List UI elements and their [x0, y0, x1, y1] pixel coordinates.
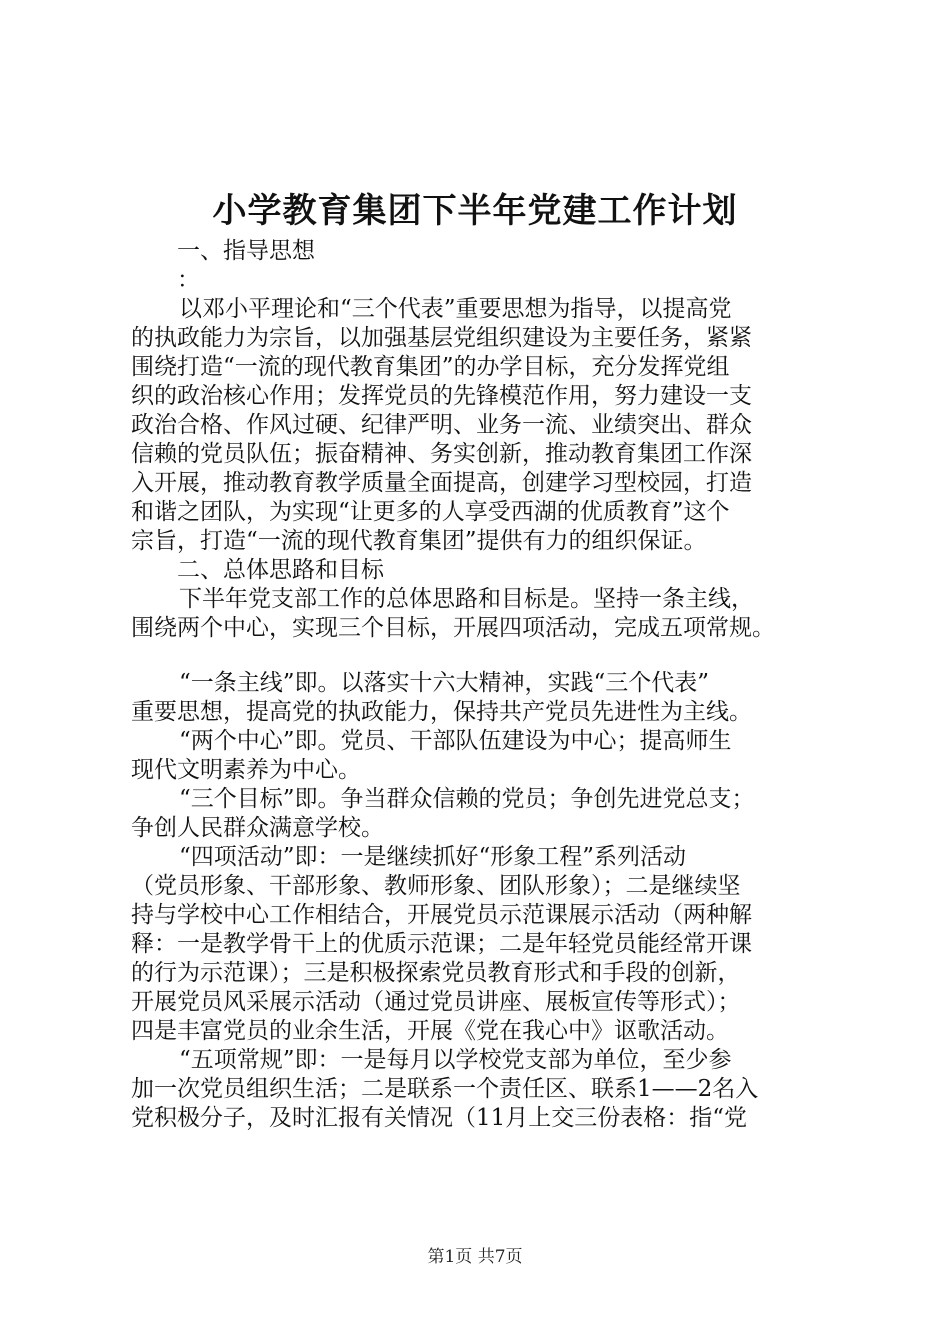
text-line: 围绕打造“一流的现代教育集团”的办学目标，充分发挥党组	[131, 354, 730, 380]
text-line: 的行为示范课）；三是积极探索党员教育形式和手段的创新，	[131, 960, 741, 986]
text-line: 开展党员风采展示活动（通过党员讲座、展板宣传等形式）；	[131, 989, 741, 1015]
document-title: 小学教育集团下半年党建工作计划	[212, 191, 738, 231]
text-line: 加一次党员组织生活；二是联系一个责任区、联系1——2名入	[131, 1076, 759, 1102]
page-number: 第1页 共7页	[427, 1247, 523, 1267]
section-heading-guiding-ideology: 一、指导思想	[177, 238, 315, 264]
text-line: “三个目标”即。争当群众信赖的党员；争创先进党总支；	[179, 786, 755, 812]
text-line: “四项活动”即：一是继续抓好“形象工程”系列活动	[179, 844, 687, 870]
text-line: 四是丰富党员的业余生活，开展《党在我心中》讴歌活动。	[131, 1018, 729, 1044]
text-line: 下半年党支部工作的总体思路和目标是。坚持一条主线，	[179, 586, 754, 612]
text-line: 争创人民群众满意学校。	[131, 815, 384, 841]
text-line: “两个中心”即。党员、干部队伍建设为中心；提高师生	[179, 728, 732, 754]
text-line: 重要思想，提高党的执政能力，保持共产党员先进性为主线。	[131, 699, 752, 725]
text-line: ：	[177, 267, 200, 293]
text-line: 宗旨，打造“一流的现代教育集团”提供有力的组织保证。	[131, 528, 707, 554]
blank-line	[131, 643, 841, 669]
text-line: 党积极分子，及时汇报有关情况（11月上交三份表格：指“党	[131, 1105, 748, 1131]
text-line: 以邓小平理论和“三个代表”重要思想为指导，以提高党	[179, 296, 732, 322]
text-line: 的执政能力为宗旨，以加强基层党组织建设为主要任务，紧紧	[131, 325, 752, 351]
text-line: 持与学校中心工作相结合，开展党员示范课展示活动（两种解	[131, 902, 752, 928]
text-line: 织的政治核心作用；发挥党员的先锋模范作用，努力建设一支	[131, 383, 752, 409]
text-line: 现代文明素养为中心。	[131, 757, 361, 783]
text-line: 信赖的党员队伍；振奋精神、务实创新，推动教育集团工作深	[131, 441, 752, 467]
section-heading-overall-goals: 二、总体思路和目标	[177, 557, 384, 583]
text-line: “五项常规”即：一是每月以学校党支部为单位，至少参	[179, 1047, 732, 1073]
document-body	[131, 237, 841, 1133]
text-line: （党员形象、干部形象、教师形象、团队形象）；二是继续坚	[131, 873, 741, 899]
text-line: “一条主线”即。以落实十六大精神，实践“三个代表”	[179, 670, 710, 696]
text-line: 释：一是教学骨干上的优质示范课；二是年轻党员能经常开课	[131, 931, 752, 957]
text-line: 入开展，推动教育教学质量全面提高，创建学习型校园，打造	[131, 470, 752, 496]
text-line: 围绕两个中心，实现三个目标，开展四项活动，完成五项常规。	[131, 615, 775, 641]
text-line: 政治合格、作风过硬、纪律严明、业务一流、业绩突出、群众	[131, 412, 752, 438]
text-line: 和谐之团队，为实现“让更多的人享受西湖的优质教育”这个	[131, 499, 730, 525]
